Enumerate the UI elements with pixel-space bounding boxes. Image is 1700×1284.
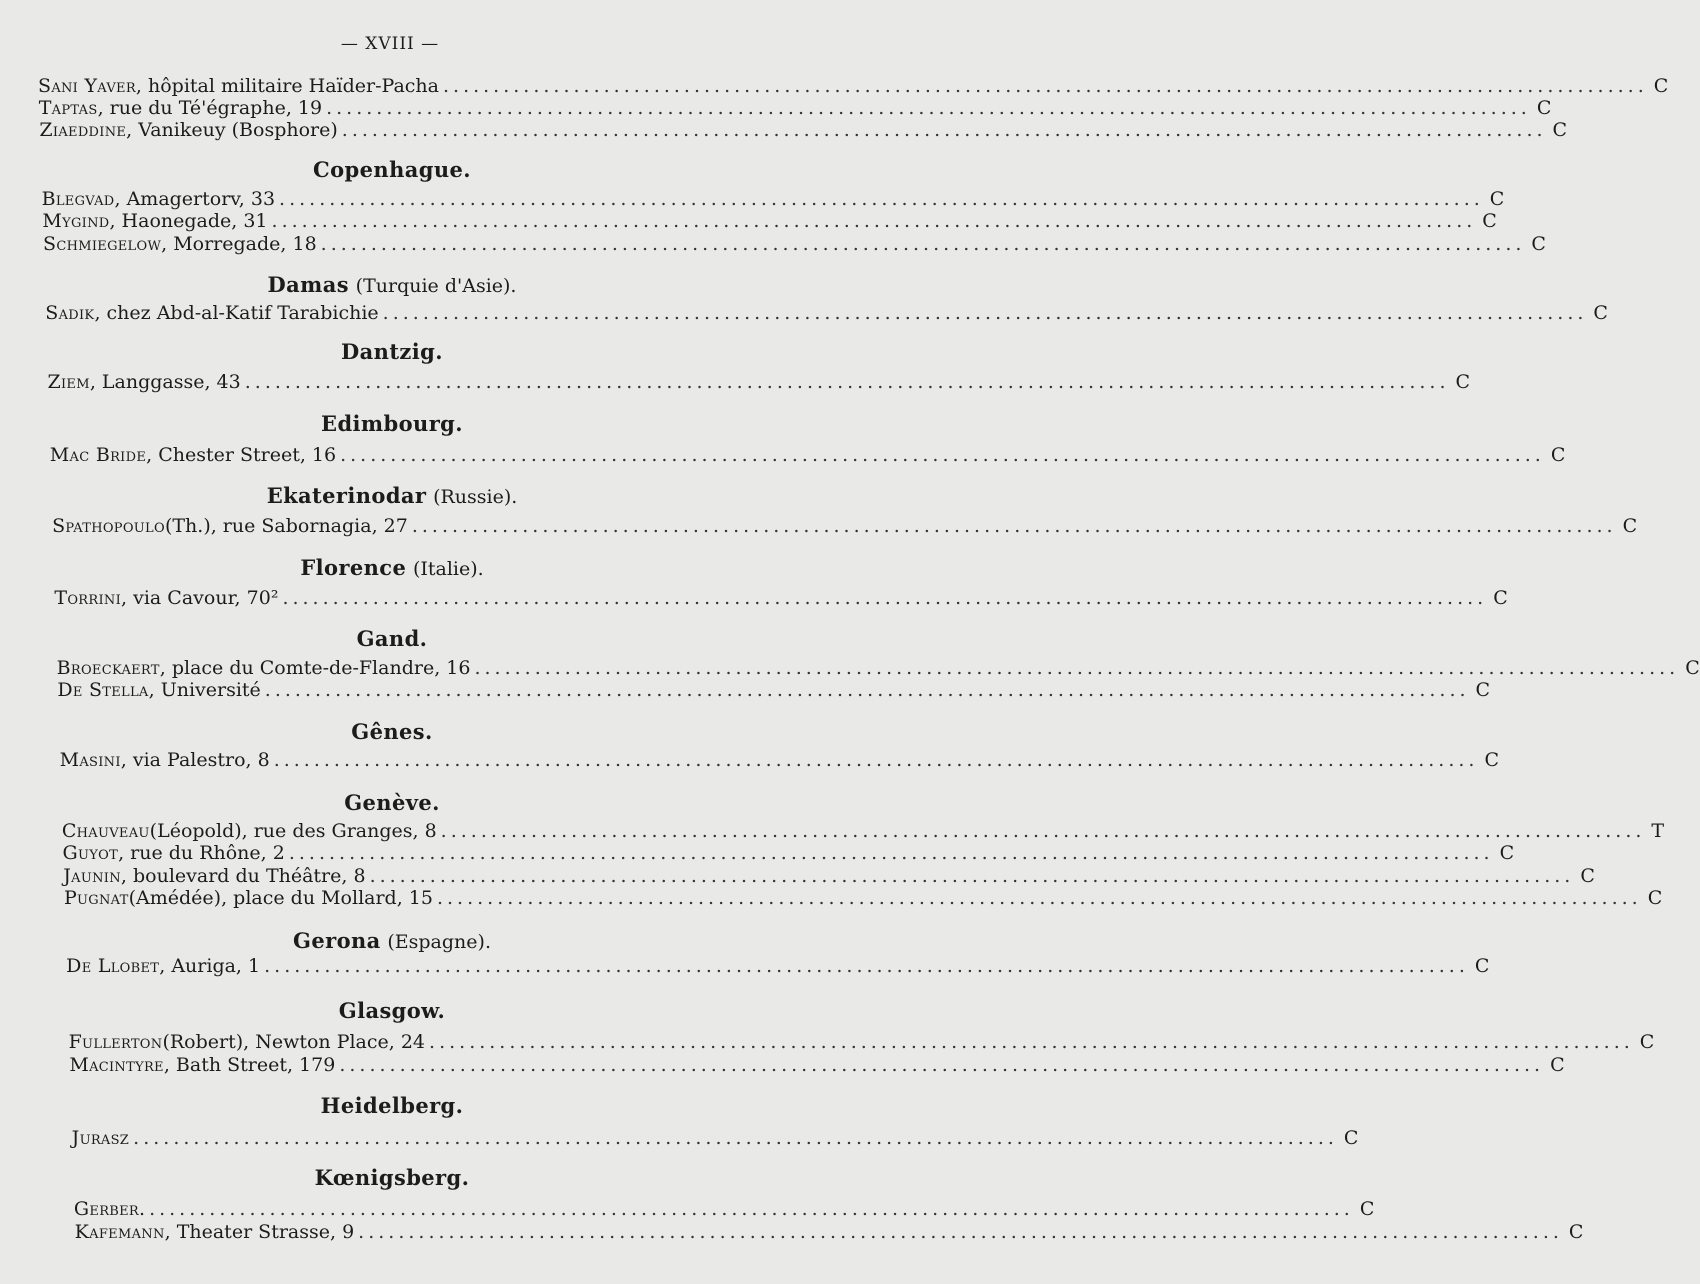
entry-address: , Langgasse, 43 [89,371,241,393]
entry-name: Spathopoulo [52,515,165,537]
leader-dots: ........................................................................................................................ [264,679,1470,701]
city-heading [142,627,642,651]
entry-code: T [1651,820,1665,842]
entry-code: C [1685,657,1700,679]
entry-address: , hôpital militaire Haïder-Pacha [135,75,439,97]
list-item [52,515,1638,537]
city-name: Damas [267,272,349,297]
city-name: Copenhague. [313,157,471,182]
list-item [56,657,1700,679]
city-heading [142,158,642,182]
list-item [66,955,1490,977]
entry-name: Mac Bride [49,444,147,466]
entry-code: C [1622,515,1638,537]
entry-code: C [1474,955,1490,977]
entry-name: Taptas [38,97,98,119]
city-name: Genève. [344,790,440,815]
entry-code: C [1455,371,1471,393]
city-heading [142,720,642,744]
entry-code: C [1475,679,1491,701]
list-item [43,233,1546,255]
country-name: (Russie). [433,486,518,508]
entry-name: De Llobet [66,955,160,977]
entry-address: , Bath Street, 179 [163,1054,336,1076]
leader-dots: ........................................................................................................................ [382,302,1588,324]
country-name: (Espagne). [387,931,491,953]
entry-code: C [1493,587,1508,609]
entry-code: C [1359,1198,1375,1220]
leader-dots: ........................................................................................................................ [358,1221,1563,1243]
entry-name: Guyot [62,842,119,864]
entry-name: Schmiegelow [43,233,162,255]
city-heading [142,412,642,436]
leader-dots: ........................................................................................................................ [436,887,1642,909]
list-item [38,75,1669,97]
entry-name: Torrini [54,587,122,609]
entry-name: Kafemann [74,1221,165,1243]
entry-name: Sadik [45,302,95,324]
entry-address: , Haonegade, 31 [109,210,268,232]
city-name: Gênes. [351,719,433,744]
list-item [49,444,1566,466]
entry-code: C [1647,887,1663,909]
entry-address: , rue du Rhône, 2 [118,842,285,864]
entry-code: C [1580,865,1595,887]
leader-dots: ........................................................................................................................ [411,515,1617,537]
entry-code: C [1653,75,1669,97]
entry-code: C [1639,1031,1655,1053]
leader-dots: ........................................................................................................................ [341,119,1547,141]
country-name: (Italie). [412,558,484,580]
entry-code: C [1552,119,1568,141]
entry-code: C [1489,188,1505,210]
page-number: — XVIII — [340,34,440,54]
city-heading [142,340,642,364]
entry-name: De Stella [57,679,149,701]
entry-name: Macintyre [69,1054,164,1076]
entry-address: (Amédée), place du Mollard, 15 [128,887,433,909]
leader-dots: ........................................................................................................................ [369,865,1575,887]
entry-address: (Robert), Newton Place, 24 [162,1031,426,1053]
leader-dots: ........................................................................................................................ [273,749,1479,771]
entry-name: Sani Yaver [38,75,136,97]
city-heading [142,791,642,815]
entry-name: Ziem [47,371,90,393]
city-name: Glasgow. [338,998,446,1023]
entry-code: C [1550,1054,1565,1076]
entry-address: , place du Comte-de-Flandre, 16 [159,657,471,679]
list-item [61,820,1665,842]
list-item [62,842,1515,864]
city-heading [142,556,642,581]
entry-address: . [139,1198,146,1220]
entry-name: Gerber [73,1198,140,1220]
list-item [69,1054,1565,1076]
entry-code: C [1343,1127,1359,1149]
entry-address: , via Palestro, 8 [120,749,270,771]
leader-dots: ........................................................................................................................ [442,75,1648,97]
list-item [41,188,1505,210]
city-heading [142,929,642,954]
list-item [71,1127,1359,1149]
entry-name: Jaunin [63,865,121,887]
leader-dots: ........................................................................................................................ [271,210,1477,232]
entry-name: Broeckaert [56,657,160,679]
entry-address: (Léopold), rue des Granges, 8 [149,820,437,842]
entry-name: Jurasz [71,1127,130,1149]
entry-code: C [1550,444,1566,466]
city-name: Kœnigsberg. [314,1165,470,1190]
entry-code: C [1593,302,1608,324]
entry-name: Masini [59,749,121,771]
list-item [74,1221,1584,1243]
leader-dots: ........................................................................................................................ [320,233,1526,255]
list-item [45,302,1608,324]
entry-address: , Auriga, 1 [159,955,261,977]
leader-dots: ........................................................................................................................ [474,657,1680,679]
entry-name: Blegvad [41,188,115,210]
entry-address: , Amagertorv, 33 [114,188,276,210]
list-item [68,1031,1655,1053]
list-item [38,97,1552,119]
entry-name: Mygind [42,210,110,232]
list-item [59,749,1499,771]
leader-dots: ........................................................................................................................ [133,1127,1338,1149]
entry-code: C [1499,842,1515,864]
entry-address: , Chester Street, 16 [146,444,337,466]
leader-dots: ........................................................................................................................ [264,955,1469,977]
list-item [57,679,1491,701]
entry-address: , rue du Té'égraphe, 19 [97,97,323,119]
entry-address: , Université [148,679,261,701]
list-item [63,865,1595,887]
city-name: Dantzig. [341,339,443,364]
entry-address: , Vanikeuy (Bosphore) [126,119,338,141]
leader-dots: ........................................................................................................................ [326,97,1531,119]
entry-code: C [1536,97,1552,119]
leader-dots: ........................................................................................................................ [440,820,1646,842]
city-heading [142,273,642,298]
entry-name: Chauveau [61,820,150,842]
entry-address: , chez Abd-al-Katif Tarabichie [94,302,379,324]
city-heading [142,1166,642,1190]
list-item [54,587,1508,609]
leader-dots: ........................................................................................................................ [244,371,1450,393]
entry-code: C [1568,1221,1584,1243]
entry-address: , Theater Strasse, 9 [164,1221,355,1243]
city-heading [142,1094,642,1118]
entry-code: C [1484,749,1499,771]
entry-address: , boulevard du Théâtre, 8 [120,865,366,887]
entry-name: Fullerton [68,1031,163,1053]
city-name: Florence [300,555,407,580]
country-name: (Turquie d'Asie). [355,275,517,297]
city-name: Edimbourg. [321,411,463,436]
entry-code: C [1482,210,1497,232]
entry-code: C [1531,233,1546,255]
city-name: Gand. [356,626,428,651]
list-item [42,210,1497,232]
list-item [63,887,1663,909]
leader-dots: ........................................................................................................................ [279,188,1484,210]
leader-dots: ........................................................................................................................ [340,444,1545,466]
entry-address: , via Cavour, 70² [121,587,279,609]
list-item [39,119,1568,141]
leader-dots: ........................................................................................................................ [288,842,1494,864]
city-name: Ekaterinodar [266,483,427,508]
entry-address: , Morregade, 18 [161,233,317,255]
city-name: Heidelberg. [320,1093,464,1118]
entry-address: (Th.), rue Sabornagia, 27 [164,515,408,537]
entry-name: Ziaeddine [39,119,127,141]
list-item [73,1198,1375,1220]
leader-dots: ........................................................................................................................ [149,1198,1354,1220]
leader-dots: ........................................................................................................................ [429,1031,1634,1053]
list-item [47,371,1471,393]
leader-dots: ........................................................................................................................ [339,1054,1545,1076]
city-heading [142,999,642,1023]
city-name: Gerona [293,928,381,953]
leader-dots: ........................................................................................................................ [282,587,1488,609]
entry-name: Pugnat [63,887,129,909]
city-heading [142,484,642,509]
